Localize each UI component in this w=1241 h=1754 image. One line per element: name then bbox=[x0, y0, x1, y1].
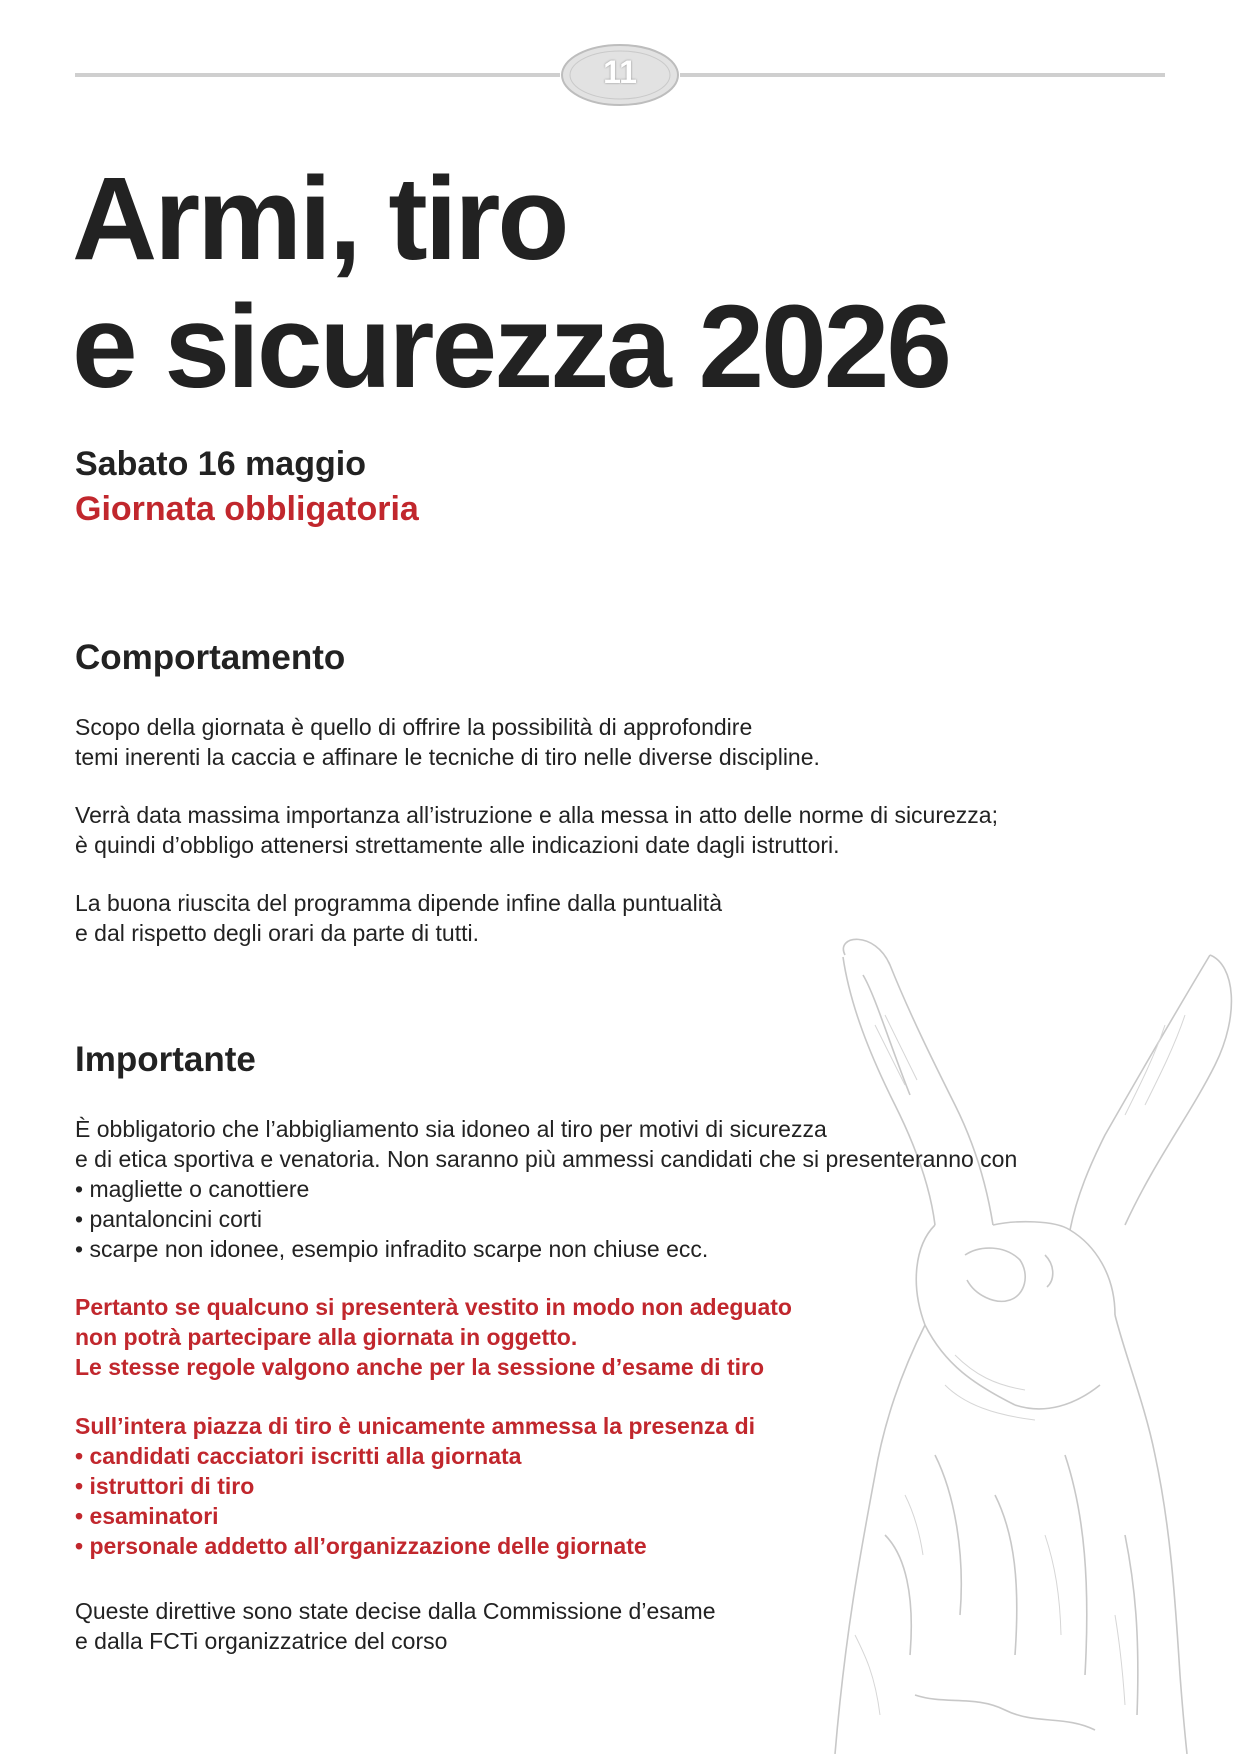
text-line: Pertanto se qualcuno si presenterà vestito in modo non adeguato bbox=[75, 1294, 792, 1320]
page-number: 11 bbox=[603, 54, 637, 90]
header-rule-right bbox=[680, 73, 1165, 77]
text-line: Queste direttive sono state decise dalla Commissione d’esame bbox=[75, 1598, 716, 1624]
list-item: • esaminatori bbox=[75, 1503, 219, 1529]
text-line: e dalla FCTi organizzatrice del corso bbox=[75, 1628, 448, 1654]
title-line-2: e sicurezza 2026 bbox=[72, 281, 949, 413]
paragraph-punctuality bbox=[75, 888, 722, 948]
text-line: Scopo della giornata è quello di offrire la possibilità di approfondire bbox=[75, 714, 753, 740]
title-line-1: Armi, tiro bbox=[72, 153, 567, 285]
paragraph-safety bbox=[75, 800, 998, 860]
list-item: • magliette o canottiere bbox=[75, 1176, 310, 1202]
heading-comportamento: Comportamento bbox=[75, 638, 346, 677]
list-item: • pantaloncini corti bbox=[75, 1206, 263, 1232]
footer-note bbox=[75, 1596, 716, 1656]
heading-importante: Importante bbox=[75, 1040, 256, 1079]
list-item: • candidati cacciatori iscritti alla giornata bbox=[75, 1443, 522, 1469]
paragraph-presence bbox=[75, 1411, 755, 1561]
text-line: Verrà data massima importanza all’istruzione e alla messa in atto delle norme di sicurezza; bbox=[75, 802, 998, 828]
text-line: La buona riuscita del programma dipende infine dalla puntualità bbox=[75, 890, 722, 916]
hare-illustration bbox=[815, 935, 1241, 1754]
text-line: È obbligatorio che l’abbigliamento sia idoneo al tiro per motivi di sicurezza bbox=[75, 1116, 827, 1142]
header-rule-left bbox=[75, 73, 560, 77]
event-date: Sabato 16 maggio bbox=[75, 445, 366, 483]
list-item: • scarpe non idonee, esempio infradito scarpe non chiuse ecc. bbox=[75, 1236, 709, 1262]
text-line: Le stesse regole valgono anche per la sessione d’esame di tiro bbox=[75, 1354, 764, 1380]
text-line: Sull’intera piazza di tiro è unicamente ammessa la presenza di bbox=[75, 1413, 756, 1439]
text-line: temi inerenti la caccia e affinare le tecniche di tiro nelle diverse discipline. bbox=[75, 744, 820, 770]
page-title bbox=[72, 155, 949, 411]
text-line: non potrà partecipare alla giornata in oggetto. bbox=[75, 1324, 578, 1350]
page-number-badge bbox=[560, 44, 680, 106]
list-item: • istruttori di tiro bbox=[75, 1473, 255, 1499]
text-line: è quindi d’obbligo attenersi strettamente alle indicazioni date dagli istruttori. bbox=[75, 832, 840, 858]
paragraph-scope bbox=[75, 712, 820, 772]
mandatory-label: Giornata obbligatoria bbox=[75, 490, 419, 528]
text-line: e dal rispetto degli orari da parte di tutti. bbox=[75, 920, 480, 946]
text-line: e di etica sportiva e venatoria. Non saranno più ammessi candidati che si presenteranno con bbox=[75, 1146, 1018, 1172]
paragraph-warning bbox=[75, 1292, 792, 1382]
paragraph-clothing bbox=[75, 1114, 1017, 1264]
list-item: • personale addetto all’organizzazione delle giornate bbox=[75, 1533, 647, 1559]
